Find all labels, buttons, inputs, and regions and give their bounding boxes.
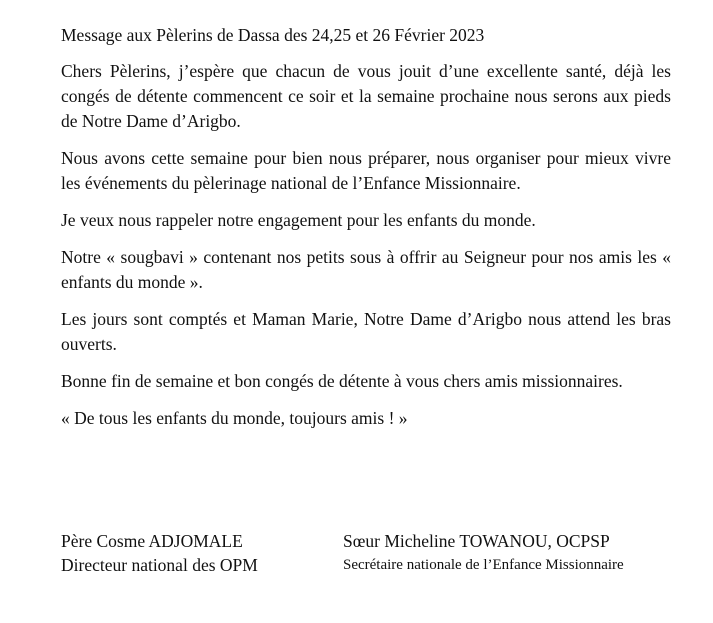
signature-right xyxy=(343,529,624,577)
paragraph-farewell: Bonne fin de semaine et bon congés de détente à vous chers amis missionnaires. xyxy=(61,371,623,391)
letter-body xyxy=(61,23,671,431)
signatory-right-name: Sœur Micheline TOWANOU, OCPSP xyxy=(343,531,610,551)
signatory-left-name: Père Cosme ADJOMALE xyxy=(61,531,243,551)
closing-quote: « De tous les enfants du monde, toujours amis ! » xyxy=(61,408,408,428)
paragraph-days-counted: Les jours sont comptés et Maman Marie, Notre Dame d’Arigbo nous attend les bras ouverts. xyxy=(61,309,671,354)
letter-title: Message aux Pèlerins de Dassa des 24,25 et 26 Février 2023 xyxy=(61,25,485,45)
signatory-right-role: Secrétaire nationale de l’Enfance Missionnaire xyxy=(343,557,624,573)
paragraph-engagement: Je veux nous rappeler notre engagement pour les enfants du monde. xyxy=(61,210,536,230)
signature-left xyxy=(61,529,258,577)
paragraph-preparation: Nous avons cette semaine pour bien nous préparer, nous organiser pour mieux vivre les événements du pèlerinage national de l’Enfance Missionnaire. xyxy=(61,148,671,193)
paragraph-sougbavi: Notre « sougbavi » contenant nos petits sous à offrir au Seigneur pour nos amis les « enfants du monde ». xyxy=(61,247,671,292)
signatory-left-role: Directeur national des OPM xyxy=(61,555,258,575)
paragraph-greeting: Chers Pèlerins, j’espère que chacun de vous jouit d’une excellente santé, déjà les congés de détente commencent ce soir et la semaine prochaine nous serons aux pieds de Notre Dame d’Arigbo. xyxy=(61,61,671,131)
